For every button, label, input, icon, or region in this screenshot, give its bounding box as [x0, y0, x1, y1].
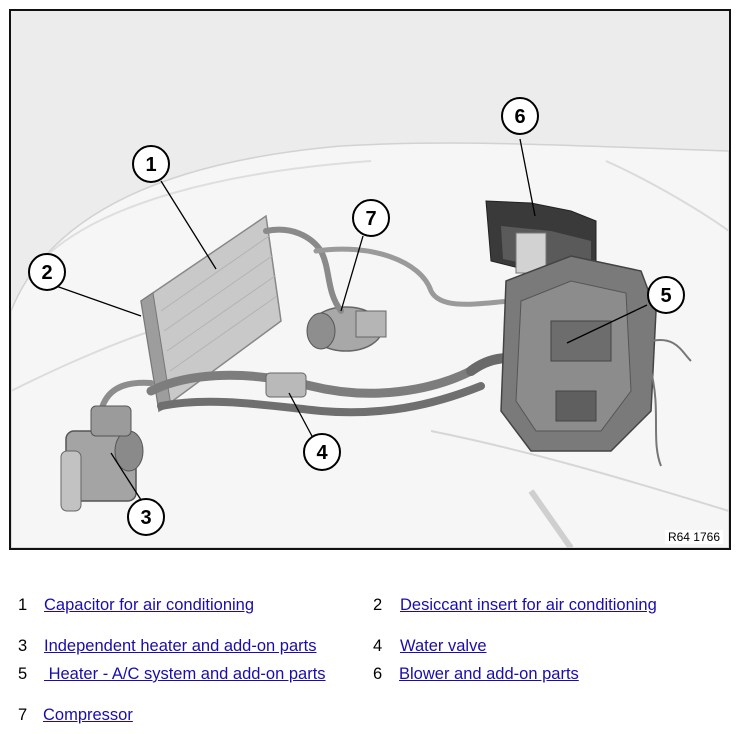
legend-link-independent-heater[interactable]: Independent heater and add-on parts: [44, 637, 317, 655]
callout-2: [29, 254, 65, 290]
legend-link-blower[interactable]: Blower and add-on parts: [399, 665, 579, 683]
callout-5: [648, 277, 684, 313]
legend-link-water-valve[interactable]: Water valve: [400, 637, 487, 655]
callout-4: [304, 434, 340, 470]
svg-text:2: 2: [41, 262, 53, 284]
diagram-figure: [9, 9, 731, 550]
legend-number: 5: [18, 665, 28, 683]
svg-text:6: 6: [514, 106, 526, 128]
legend-number: 6: [373, 665, 383, 683]
legend-link-desiccant-insert[interactable]: Desiccant insert for air conditioning: [400, 596, 657, 614]
callout-1: [133, 146, 169, 182]
callout-3: [128, 499, 164, 535]
legend-entry-3: [18, 637, 317, 656]
svg-text:5: 5: [660, 285, 672, 307]
svg-text:7: 7: [365, 208, 377, 230]
svg-text:4: 4: [316, 442, 328, 464]
diagram-illustration: [11, 11, 729, 548]
legend-link-heater-ac-system[interactable]: Heater - A/C system and add-on parts: [44, 665, 326, 683]
legend-number: 7: [18, 706, 28, 724]
legend-link-capacitor[interactable]: Capacitor for air conditioning: [44, 596, 255, 614]
callout-7: [353, 200, 389, 236]
figure-reference-code: R64 1766: [665, 530, 723, 544]
legend-entry-1: [18, 596, 255, 615]
svg-text:3: 3: [140, 507, 152, 529]
callout-6: [502, 98, 538, 134]
svg-text:1: 1: [145, 154, 157, 176]
legend-entry-4: [373, 637, 487, 656]
legend-number: 2: [373, 596, 383, 614]
legend-number: 4: [373, 637, 383, 655]
legend-link-compressor[interactable]: Compressor: [43, 706, 133, 724]
water-valve-part: [266, 373, 306, 397]
legend-entry-6: [373, 665, 579, 684]
legend-number: 3: [18, 637, 28, 655]
legend-number: 1: [18, 596, 28, 614]
legend-entry-5: [18, 665, 326, 684]
legend-entry-7: [18, 706, 133, 725]
legend-entry-2: [373, 596, 657, 615]
